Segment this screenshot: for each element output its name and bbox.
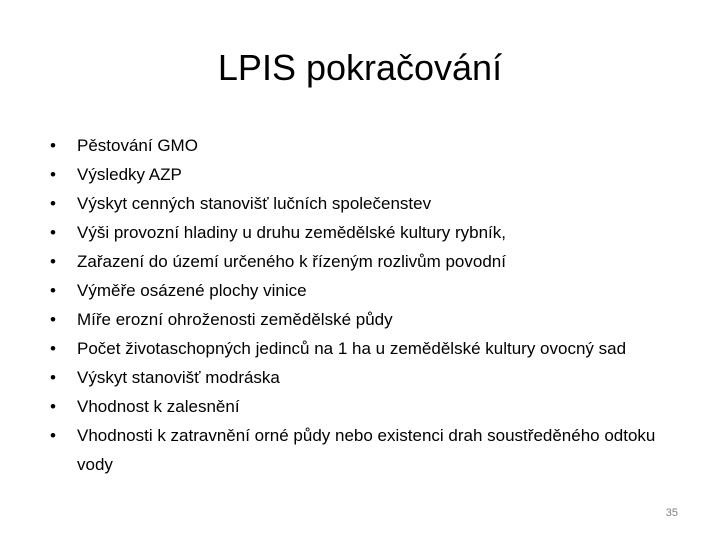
list-item [50,334,680,363]
list-item-text: Pěstování GMO [77,136,198,155]
page-number: 35 [665,507,678,519]
list-item [50,189,680,218]
list-item [50,392,680,421]
list-item-text: Výsledky AZP [77,165,182,184]
bullet-icon: • [50,368,56,387]
list-item-text: Výměře osázené plochy vinice [77,281,307,300]
list-item-text: Výskyt stanovišť modráska [77,368,280,387]
bullet-icon: • [50,310,56,329]
list-item-text: Vhodnosti k zatravnění orné půdy nebo existenci drah soustředěného odtoku vody [77,426,656,474]
list-item-text: Zařazení do území určeného k řízeným rozlivům povodní [77,252,506,271]
bullet-icon: • [50,426,56,445]
list-item [50,160,680,189]
list-item [50,276,680,305]
bullet-icon: • [50,223,56,242]
list-item-text: Výši provozní hladiny u druhu zemědělské kultury rybník, [77,223,506,242]
bullet-icon: • [50,339,56,358]
bullet-icon: • [50,136,56,155]
list-item [50,363,680,392]
list-item [50,247,680,276]
list-item [50,421,680,479]
bullet-icon: • [50,194,56,213]
bullet-icon: • [50,252,56,271]
list-item-text: Vhodnost k zalesnění [77,397,240,416]
slide-title: LPIS pokračování [217,47,503,88]
list-item-text: Výskyt cenných stanovišť lučních společenstev [77,194,432,213]
bullet-icon: • [50,281,56,300]
bullet-list [50,131,680,479]
bullet-icon: • [50,397,56,416]
list-item-text: Počet životaschopných jedinců na 1 ha u zemědělské kultury ovocný sad [77,339,627,358]
list-item [50,218,680,247]
list-item-text: Míře erozní ohroženosti zemědělské půdy [77,310,393,329]
bullet-icon: • [50,165,56,184]
list-item [50,305,680,334]
list-item [50,131,680,160]
